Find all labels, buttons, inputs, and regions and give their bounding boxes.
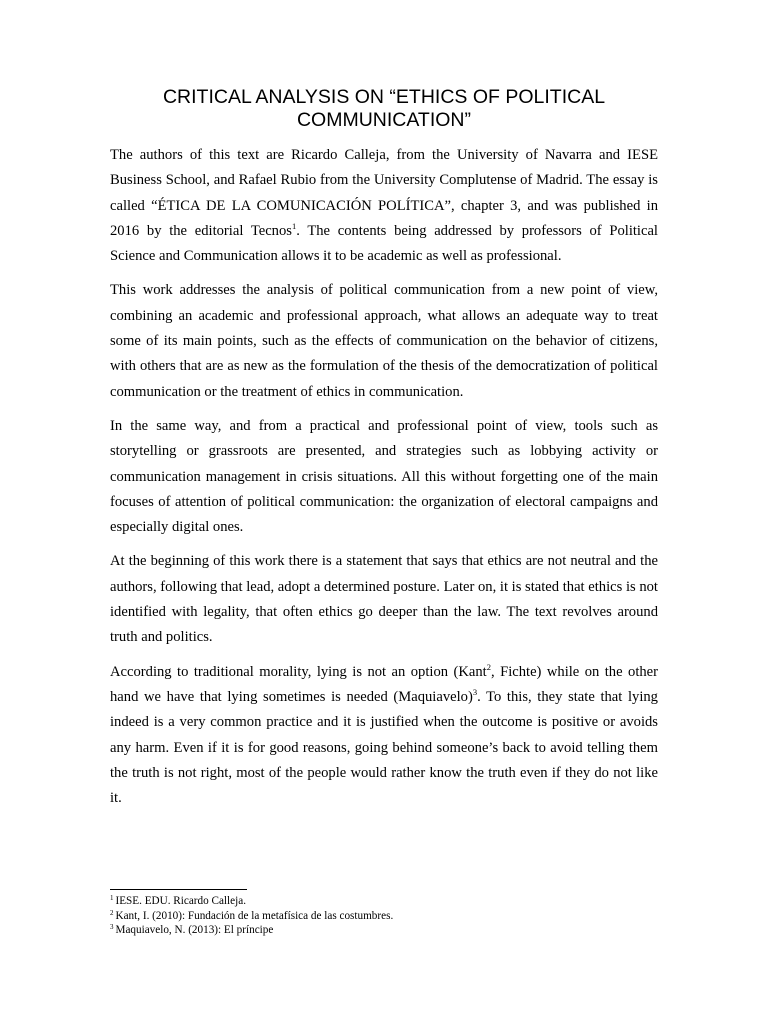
footnote-text: IESE. EDU. Ricardo Calleja. <box>115 895 246 907</box>
footnote-text: Maquiavelo, N. (2013): El príncipe <box>115 924 274 936</box>
footnote-1 <box>110 894 658 909</box>
footnote-ref-3: 3 <box>472 686 478 697</box>
footnote-number: 1 <box>110 894 114 902</box>
document-body <box>110 86 658 820</box>
footnote-ref-1: 1 <box>291 220 297 231</box>
footnote-separator <box>110 889 247 890</box>
footnote-3 <box>110 923 658 938</box>
footnotes <box>110 889 658 938</box>
title-line-2: COMMUNICATION” <box>296 109 472 131</box>
paragraph-morality <box>110 660 658 812</box>
paragraph-text: The authors of this text are Ricardo Calleja, from the University of Navarra and IESE Business School, and Rafael Rubio from the University Complutense of Madrid. The essay is called “ÉTICA DE LA COMUNICACIÓN POLÍTICA”, chapter 3, and was published in 2016 by the editorial Tecnos <box>110 147 658 239</box>
paragraph-text: , Fichte) while on the other hand we have that lying sometimes is needed (Maquiavelo) <box>110 663 659 705</box>
footnote-number: 3 <box>110 923 114 931</box>
paragraph-authors <box>110 143 658 269</box>
paragraph-text: . The contents being addressed by professors of Political Science and Communication allows it to be academic as well as professional. <box>110 222 658 265</box>
title-line-1: CRITICAL ANALYSIS ON “ETHICS OF POLITICAL <box>162 86 606 108</box>
paragraph-ethics: At the beginning of this work there is a statement that says that ethics are not neutral and the authors, following that lead, adopt a determined posture. Later on, it is stated that ethics is not identified with legality, that often ethics go deeper than the law. The text revolves around truth and politics. <box>110 553 658 646</box>
footnote-text: Kant, I. (2010): Fundación de la metafísica de las costumbres. <box>115 909 394 922</box>
footnote-number: 2 <box>110 908 114 917</box>
paragraph-text: . To this, they state that lying indeed is a very common practice and it is justified when the outcome is positive or avoids any harm. Even if it is for good reasons, going behind someone’s back to avoid telling them the truth is not right, most of the people would rather know the truth even if they do not like it. <box>110 688 658 807</box>
paragraph-approach: This work addresses the analysis of political communication from a new point of view, combining an academic and professional approach, what allows an adequate way to treat some of its main points, such as the effects of communication on the behavior of citizens, with others that are as new as the formulation of the thesis of the democratization of political communication or the treatment of ethics in communication. <box>110 282 658 400</box>
footnote-ref-2: 2 <box>486 661 491 672</box>
paragraph-tools: In the same way, and from a practical and professional point of view, tools such as storytelling or grassroots are presented, and strategies such as lobbying activity or communication management in crisis situations. All this without forgetting one of the main focuses of attention of political communication: the organization of electoral campaigns and especially digital ones. <box>110 417 658 536</box>
footnote-2 <box>110 909 658 924</box>
paragraph-text: According to traditional morality, lying is not an option (Kant <box>110 663 487 680</box>
document-title <box>110 86 658 132</box>
